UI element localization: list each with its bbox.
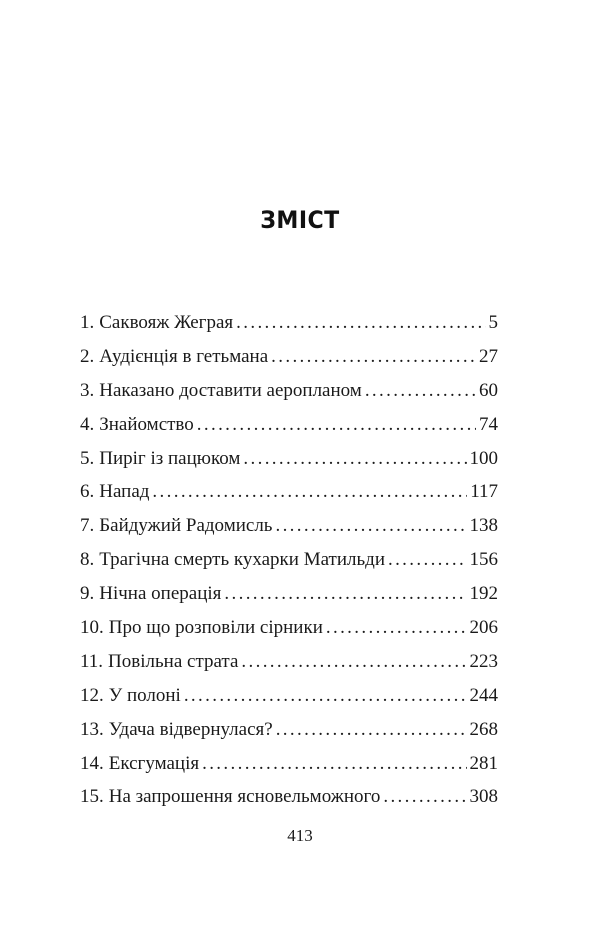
toc-entry-page: 206 bbox=[469, 617, 498, 639]
dot-leader bbox=[243, 442, 466, 476]
dot-leader bbox=[271, 340, 476, 374]
toc-entry-page: 223 bbox=[469, 650, 498, 672]
toc-entry-title: Саквояж Жеграя bbox=[99, 312, 234, 333]
toc-entry-page: 244 bbox=[469, 684, 498, 706]
toc-entry-page: 117 bbox=[470, 481, 498, 503]
toc-entry bbox=[80, 679, 498, 713]
toc-entry-page: 281 bbox=[469, 752, 498, 774]
toc-entry-number: 4. bbox=[80, 413, 95, 435]
toc-entry-number: 9. bbox=[80, 583, 95, 605]
toc-entry bbox=[80, 509, 498, 543]
toc-entry bbox=[80, 780, 498, 814]
toc-entry-title: Знайомство bbox=[99, 413, 194, 435]
toc-entry bbox=[80, 747, 498, 781]
toc-entry-title: Нічна операція bbox=[99, 583, 222, 605]
toc-entry-title: Аудієнція в гетьмана bbox=[99, 345, 269, 367]
toc-entry bbox=[80, 543, 498, 577]
toc-entry bbox=[80, 475, 498, 509]
toc-entry bbox=[80, 306, 498, 340]
toc-entry-number: 6. bbox=[80, 481, 95, 503]
toc-entry-number: 12. bbox=[80, 684, 104, 706]
dot-leader bbox=[275, 509, 466, 543]
toc-entry-number: 11. bbox=[80, 650, 104, 672]
toc-entry-page: 138 bbox=[469, 515, 498, 537]
toc-entry-number: 8. bbox=[80, 549, 95, 571]
page-title: ЗМІСТ bbox=[260, 206, 340, 234]
table-of-contents bbox=[80, 306, 498, 814]
toc-entry-number: 10. bbox=[80, 617, 104, 639]
toc-entry-number: 15. bbox=[80, 786, 104, 808]
toc-entry-number: 14. bbox=[80, 752, 104, 774]
toc-entry-page: 308 bbox=[469, 786, 498, 808]
toc-entry-title: Наказано доставити аеропланом bbox=[99, 379, 362, 401]
toc-entry-title: Повільна страта bbox=[108, 650, 239, 672]
dot-leader bbox=[202, 747, 466, 781]
dot-leader bbox=[383, 780, 466, 814]
toc-entry-number: 7. bbox=[80, 515, 95, 537]
toc-entry-title: На запрошення ясновельможного bbox=[108, 786, 381, 808]
toc-entry-title: Напад bbox=[99, 481, 150, 503]
toc-entry-page: 74 bbox=[479, 413, 498, 435]
toc-entry-title: Пиріг із пацюком bbox=[99, 447, 241, 469]
toc-entry-title: Байдужий Радомисль bbox=[99, 515, 273, 537]
dot-leader bbox=[241, 645, 466, 679]
toc-entry-number: 2. bbox=[80, 345, 95, 367]
toc-entry bbox=[80, 611, 498, 645]
toc-entry-page: 268 bbox=[469, 718, 498, 740]
dot-leader bbox=[388, 543, 467, 577]
dot-leader bbox=[276, 713, 467, 747]
toc-entry-number: 13. bbox=[80, 718, 104, 740]
toc-entry-title: Про що розповіли сірники bbox=[108, 617, 323, 639]
toc-entry bbox=[80, 340, 498, 374]
toc-entry-page: 27 bbox=[479, 345, 498, 367]
toc-entry-page: 60 bbox=[479, 379, 498, 401]
toc-entry-number: 5. bbox=[80, 447, 95, 469]
toc-entry bbox=[80, 408, 498, 442]
toc-entry-number: 3. bbox=[80, 379, 95, 401]
toc-entry-page: 100 bbox=[469, 447, 498, 469]
dot-leader bbox=[326, 611, 467, 645]
toc-entry bbox=[80, 645, 498, 679]
toc-entry-title: У полоні bbox=[108, 684, 181, 706]
toc-entry bbox=[80, 577, 498, 611]
toc-entry-title: Ексгумація bbox=[108, 752, 200, 774]
dot-leader bbox=[197, 408, 476, 442]
toc-entry-page: 192 bbox=[469, 583, 498, 605]
toc-entry bbox=[80, 374, 498, 408]
toc-entry-title: Удача відвернулася? bbox=[108, 718, 273, 740]
toc-entry-page: 5 bbox=[488, 312, 498, 333]
toc-entry-number: 1. bbox=[80, 312, 95, 333]
dot-leader bbox=[236, 306, 485, 340]
dot-leader bbox=[365, 374, 476, 408]
toc-entry bbox=[80, 713, 498, 747]
page-number: 413 bbox=[287, 826, 313, 845]
toc-entry-title: Трагічна смерть кухарки Матильди bbox=[99, 549, 385, 571]
dot-leader bbox=[152, 475, 467, 509]
toc-entry bbox=[80, 442, 498, 476]
dot-leader bbox=[224, 577, 466, 611]
toc-entry-page: 156 bbox=[469, 549, 498, 571]
dot-leader bbox=[184, 679, 467, 713]
